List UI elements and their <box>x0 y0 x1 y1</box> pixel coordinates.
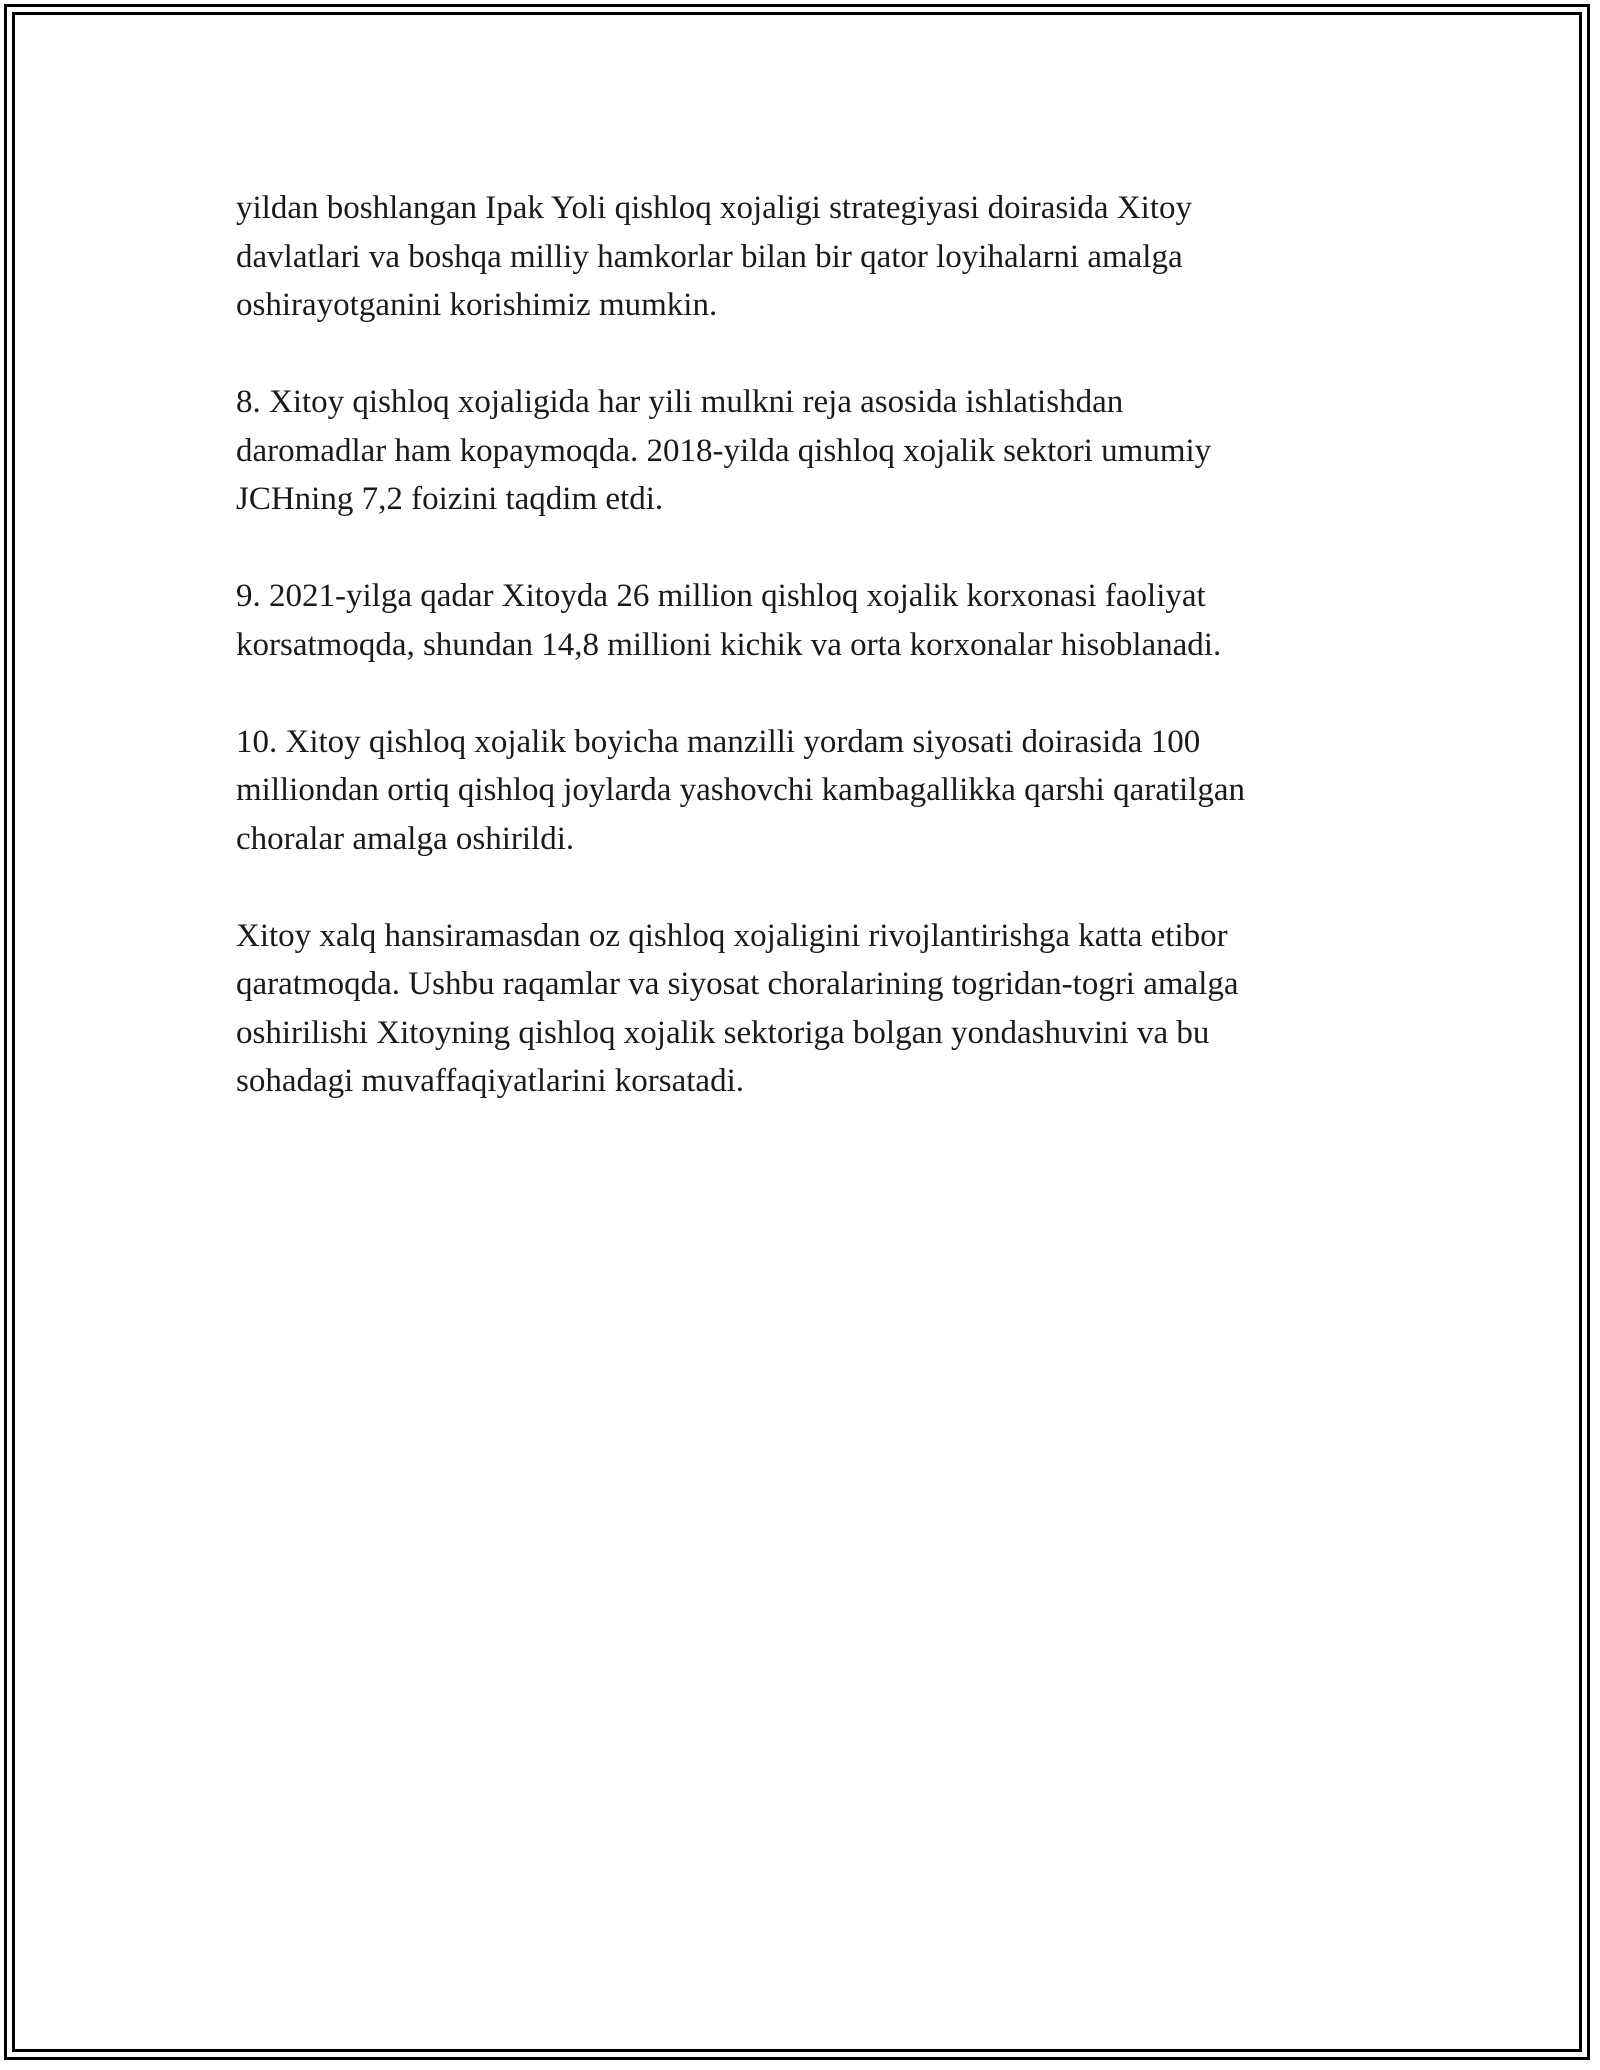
paragraph-item-8: 8. Xitoy qishloq xojaligida har yili mulkni reja asosida ishlatishdan daromadlar ham kopaymoqda. 2018-yilda qishloq xojalik sektori umumiy JCHning 7,2 foizini taqdim etdi. <box>236 384 1212 517</box>
paragraph-conclusion: Xitoy xalq hansiramasdan oz qishloq xojaligini rivojlantirishga katta etibor qaratmoqda. Ushbu raqamlar va siyosat choralarining togridan-togri amalga oshirilishi Xitoyning qishloq xojalik sektoriga bolgan yondashuvini va bu sohadagi muvaffaqiyatlarini korsatadi. <box>236 917 1239 1099</box>
paragraph-item-10: 10. Xitoy qishloq xojalik boyicha manzilli yordam siyosati doirasida 100 milliondan ortiq qishloq joylarda yashovchi kambagallikka qarshi qaratilgan choralar amalga oshirildi. <box>236 723 1246 857</box>
paragraph-intro-continuation: yildan boshlangan Ipak Yoli qishloq xojaligi strategiyasi doirasida Xitoy davlatlari va boshqa milliy hamkorlar bilan bir qator loyihalarni amalga oshirayotganini korishimiz mumkin. <box>236 190 1192 323</box>
paragraph-item-9: 9. 2021-yilga qadar Xitoyda 26 million qishloq xojalik korxonasi faoliyat korsatmoqda, shundan 14,8 millioni kichik va orta korxonalar hisoblanadi. <box>236 578 1222 663</box>
document-body <box>236 184 1386 1154</box>
